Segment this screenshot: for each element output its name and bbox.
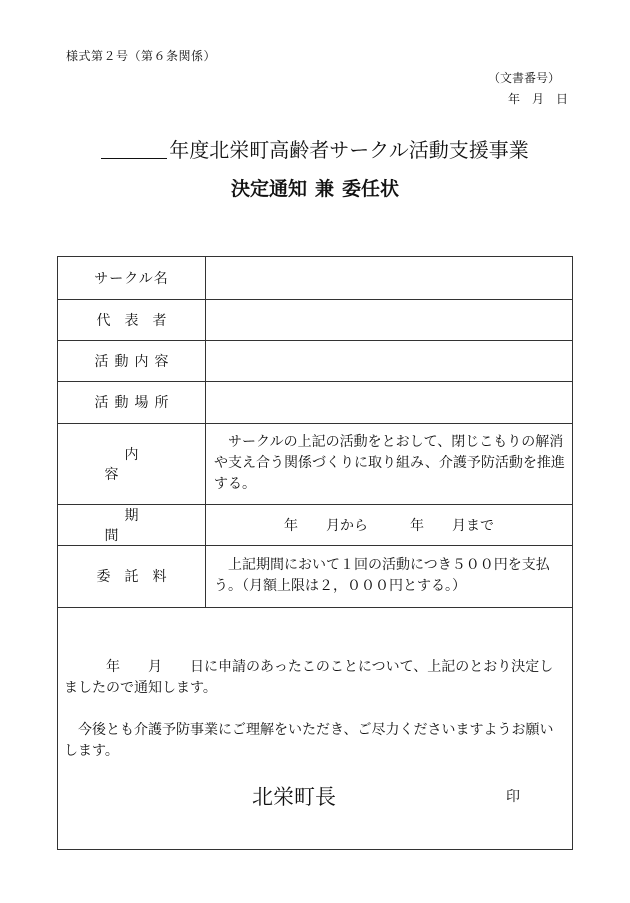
value-details: サークルの上記の活動をとおして、閉じこもりの解消や支え合う関係づくりに取り組み、介護予防活動を推進する。 (206, 423, 573, 504)
table-row (58, 545, 572, 607)
value-commission-fee: 上記期間において１回の活動につき５００円を支払う。（月額上限は２，０００円とする。） (206, 545, 573, 607)
table-row (58, 340, 572, 381)
document-title (0, 134, 630, 163)
label-representative: 代表者 (58, 299, 206, 340)
document-number: （文書番号） (487, 71, 560, 85)
value-activity-content (206, 340, 573, 381)
label-commission-fee: 委託料 (58, 545, 206, 607)
seal-mark: 印 (506, 789, 520, 805)
table-row (58, 257, 572, 299)
subtitle-and: 兼 (314, 178, 334, 200)
issue-date: 年 月 日 (507, 92, 568, 106)
document-title-text: 年度北栄町高齢者サークル活動支援事業 (169, 138, 529, 162)
subtitle-letter-of-entrustment: 委任状 (342, 178, 400, 200)
table-row (58, 504, 572, 545)
label-circle-name: サークル名 (58, 257, 206, 299)
circle-info-table (58, 257, 572, 608)
notice-paragraph: 今後とも介護予防事業にご理解をいただき、ご尽力くださいますようお願いします。 (64, 722, 554, 759)
document-subtitle (0, 174, 630, 201)
value-period: 年 月から 年 月まで (206, 504, 573, 545)
issuer-title: 北栄町長 (252, 785, 336, 809)
label-activity-place: 活動場所 (58, 381, 206, 423)
table-row (58, 381, 572, 423)
notice-paragraph: 年 月 日に申請のあったこのことについて、上記のとおり決定しましたので通知します。 (64, 659, 554, 696)
document-frame (57, 256, 573, 850)
label-details: 内容 (58, 423, 206, 504)
value-representative (206, 299, 573, 340)
table-row (58, 423, 572, 504)
table-row (58, 299, 572, 340)
label-period: 期間 (58, 504, 206, 545)
value-circle-name (206, 257, 573, 299)
subtitle-decision-notice: 決定通知 (230, 178, 307, 200)
form-number: 様式第２号（第６条関係） (66, 49, 217, 63)
fiscal-year-blank (101, 140, 167, 159)
value-activity-place (206, 381, 573, 423)
label-activity-content: 活動内容 (58, 340, 206, 381)
